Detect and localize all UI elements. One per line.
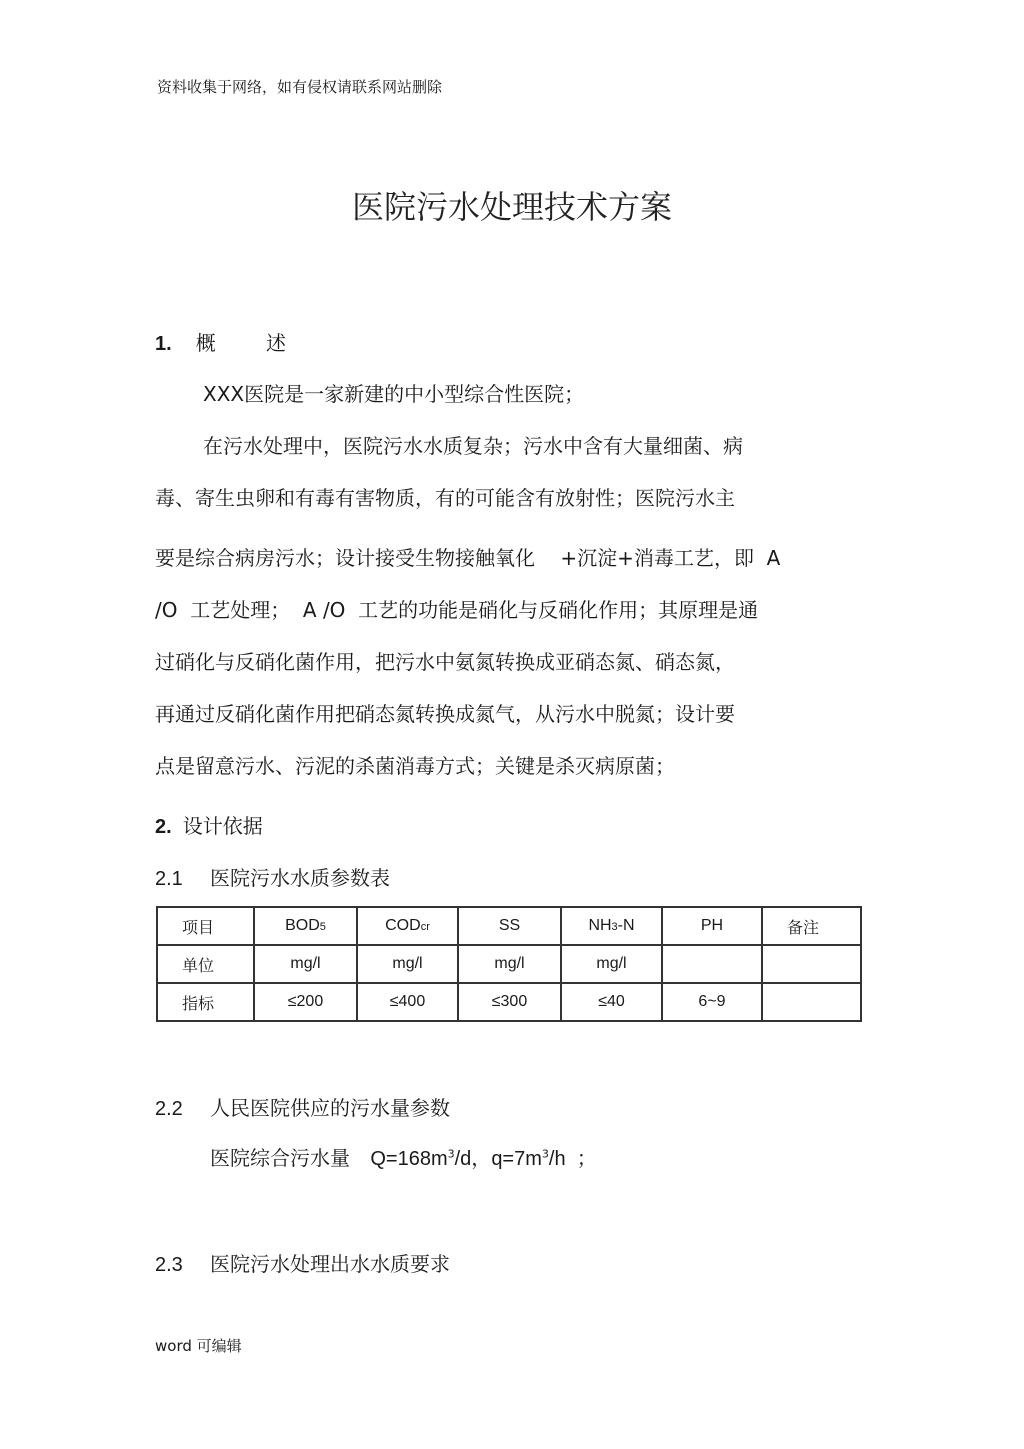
document-title: 医院污水处理技术方案 <box>351 188 672 226</box>
formula-daily-volume: Q=168m <box>370 1148 448 1170</box>
formula-exponent-2: 3 <box>541 1147 549 1161</box>
header-cod-subscript: cr <box>420 921 430 933</box>
formula-hourly-unit: /h ； <box>548 1148 597 1170</box>
table-row <box>157 983 861 1021</box>
formula-daily-unit: /d， <box>454 1148 492 1170</box>
unit-note-cell <box>762 945 861 983</box>
formula-label: 医院综合污水量 <box>210 1146 350 1170</box>
footer-note: word 可编辑 <box>155 1337 242 1355</box>
subsection-2-3-heading <box>155 1248 450 1277</box>
table-row <box>157 945 861 983</box>
header-ph-cell: PH <box>662 907 762 945</box>
subsection-2-2-heading <box>155 1092 450 1121</box>
subsection-2-1-heading <box>155 862 390 891</box>
subsection-2-2-title: 人民医院供应的污水量参数 <box>210 1096 450 1120</box>
unit-ss-cell: mg/l <box>458 945 561 983</box>
section-1-heading <box>155 327 308 356</box>
header-cod-text: COD <box>385 917 421 934</box>
subsection-2-1-number: 2.1 <box>155 868 183 890</box>
section-1-number: 1. <box>155 333 172 355</box>
sewage-volume-formula <box>210 1142 597 1171</box>
header-nh3-subscript: 3 <box>611 921 618 933</box>
unit-label-cell: 单位 <box>157 945 254 983</box>
index-ss-cell: ≤300 <box>458 983 561 1021</box>
table-header-row <box>157 907 861 945</box>
unit-ph-cell <box>662 945 762 983</box>
formula-exponent-1: 3 <box>447 1147 455 1161</box>
section-1-paragraph-2-line-5: 过硝化与反硝化菌作用，把污水中氨氮转换成亚硝态氮、硝态氮， <box>155 650 735 674</box>
section-1-paragraph-2-line-1: 在污水处理中，医院污水水质复杂；污水中含有大量细菌、病 <box>203 434 743 458</box>
section-1-paragraph-1: XXX医院是一家新建的中小型综合性医院； <box>203 382 585 406</box>
subsection-2-3-title: 医院污水处理出水水质要求 <box>210 1252 450 1276</box>
index-cod-cell: ≤400 <box>357 983 458 1021</box>
section-2-title: 设计依据 <box>182 814 263 838</box>
index-label-cell: 指标 <box>157 983 254 1021</box>
unit-bod-cell: mg/l <box>254 945 357 983</box>
unit-cod-cell: mg/l <box>357 945 458 983</box>
section-1-paragraph-2-line-6: 再通过反硝化菌作用把硝态氮转换成氮气，从污水中脱氮；设计要 <box>155 702 735 726</box>
header-nh3-text: NH <box>588 917 612 934</box>
formula-hourly-volume: q=7m <box>491 1148 542 1170</box>
unit-nh3-cell: mg/l <box>561 945 662 983</box>
header-item-cell: 项目 <box>157 907 254 945</box>
section-2-number: 2. <box>155 816 172 838</box>
section-1-title: 概 述 <box>195 331 309 355</box>
section-1-paragraph-2-line-7: 点是留意污水、污泥的杀菌消毒方式；关键是杀灭病原菌； <box>155 754 675 778</box>
header-ss-cell: SS <box>458 907 561 945</box>
header-bod-text: BOD <box>285 917 320 934</box>
header-note: 资料收集于网络，如有侵权请联系网站删除 <box>157 78 443 96</box>
index-ph-cell: 6~9 <box>662 983 762 1021</box>
index-bod-cell: ≤200 <box>254 983 357 1021</box>
subsection-2-3-number: 2.3 <box>155 1254 183 1276</box>
section-2-heading <box>155 810 263 839</box>
subsection-2-1-title: 医院污水水质参数表 <box>210 866 390 890</box>
section-1-paragraph-2-line-2: 毒、寄生虫卵和有毒有害物质，有的可能含有放射性；医院污水主 <box>155 486 735 510</box>
subsection-2-2-number: 2.2 <box>155 1098 183 1120</box>
water-quality-table <box>156 906 862 1022</box>
section-1-paragraph-2-line-3: 要是综合病房污水；设计接受生物接触氧化 +沉淀+消毒工艺，即 A <box>155 546 781 570</box>
header-bod-cell <box>254 907 357 945</box>
index-nh3-cell: ≤40 <box>561 983 662 1021</box>
header-nh3-suffix: -N <box>617 917 635 934</box>
index-note-cell <box>762 983 861 1021</box>
section-1-paragraph-2-line-4: /O 工艺处理； A /O 工艺的功能是硝化与反硝化作用；其原理是通 <box>155 598 759 622</box>
header-note-cell: 备注 <box>762 907 861 945</box>
header-nh3-cell <box>561 907 662 945</box>
header-bod-subscript: 5 <box>319 921 326 933</box>
header-cod-cell <box>357 907 458 945</box>
